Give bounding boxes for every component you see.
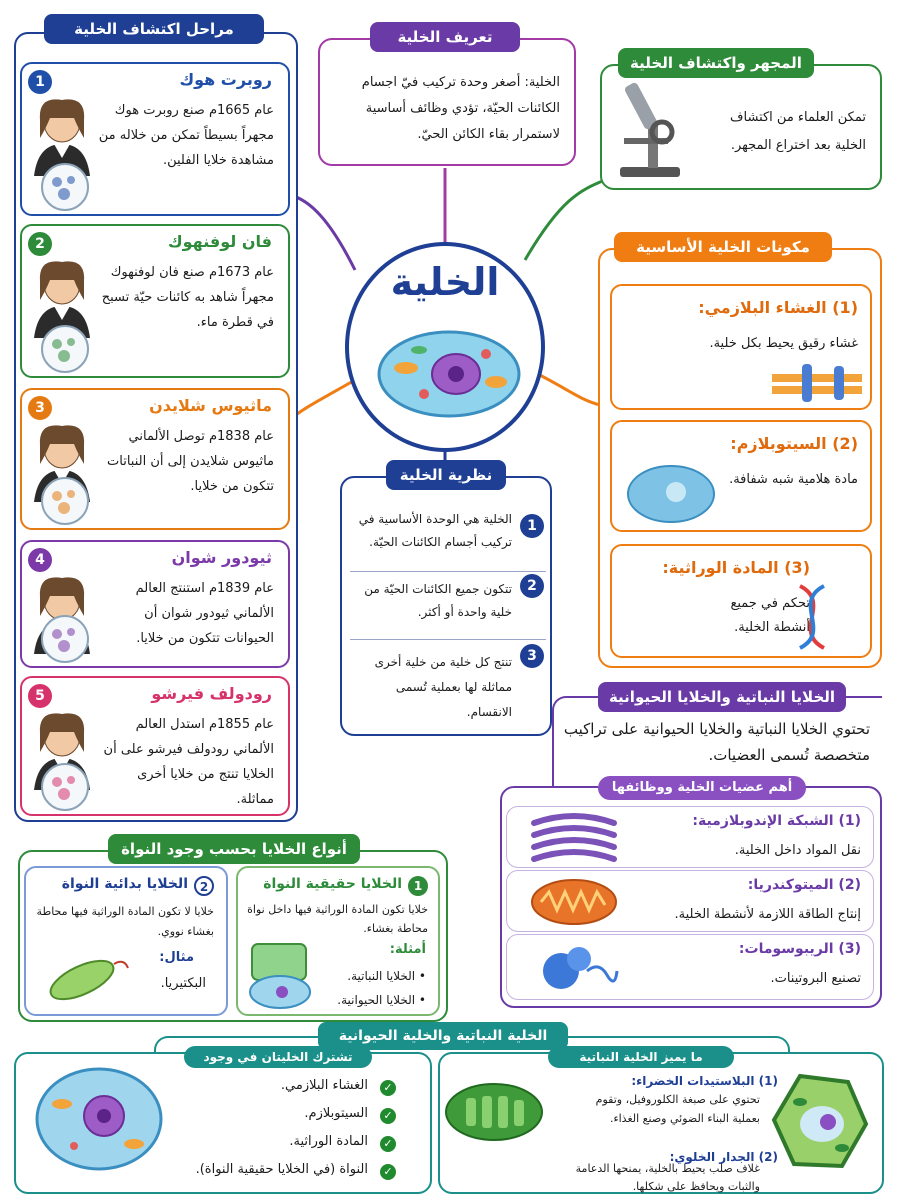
prokaryote-example: البكتيريا. — [160, 976, 206, 991]
plant-animal-text: تحتوي الخلايا النباتية والخلايا الحيوانية على تراكيب متخصصة تُسمى العضيات. — [563, 720, 870, 764]
component-card-cytoplasm — [610, 420, 872, 532]
microscope-text: تمكن العلماء من اكتشاف الخلية بعد اختراع المجهر. — [730, 110, 866, 153]
compare-title: الخلية النباتية والخلية الحيوانية — [318, 1022, 568, 1050]
component-text: غشاء رقيق يحيط بكل خلية. — [709, 336, 858, 351]
er-icon — [529, 811, 619, 865]
prokaryote-example-label: مثال: — [159, 950, 194, 965]
stage-scientist-name: ثيودور شوان — [171, 548, 272, 567]
bacteria-icon — [40, 950, 130, 1010]
stage-number: 2 — [28, 232, 52, 256]
theory-item — [350, 574, 546, 640]
shared-list — [146, 1076, 396, 1188]
discovery-stage-card — [20, 676, 290, 816]
prokaryote-number: 2 — [194, 876, 214, 896]
animal-cell-icon — [34, 1064, 164, 1174]
stage-text: عام 1855م استدل العالم الألماني رودولف فيرشو على أن الخلايا تنتج من خلايا أخرى مماثلة. — [103, 717, 274, 807]
theory-number: 3 — [520, 644, 544, 668]
plant-feature-text: تحتوي على صبغة الكلوروفيل، وتقوم بعملية البناء الضوئي وصنع الغذاء. — [595, 1093, 760, 1125]
center-title: الخلية — [390, 260, 500, 304]
stage-number: 4 — [28, 548, 52, 572]
organelle-text: إنتاج الطاقة اللازمة لأنشطة الخلية. — [674, 907, 861, 922]
specimen-illustration-icon — [40, 762, 90, 812]
chloroplast-icon — [444, 1082, 544, 1142]
cytoplasm-icon — [626, 464, 716, 524]
definition-text: الخلية: أصغر وحدة تركيب فيّ اجسام الكائنات الحيّة، تؤدي وظائف أساسية لاستمرار بقاء الكائن الحيّ. — [361, 75, 560, 142]
eukaryote-name: الخلايا حقيقية النواة — [263, 876, 402, 892]
specimen-illustration-icon — [40, 614, 90, 664]
organelle-name: (2) الميتوكندريا: — [747, 877, 861, 893]
plant-features-title: ما يميز الخلية النباتية — [548, 1046, 734, 1068]
shared-item: ✓ النواة (في الخلايا حقيقية النواة). — [146, 1160, 396, 1188]
plant-feature-name: (2) الجدار الخلوي: — [669, 1150, 778, 1164]
microscope-title: المجهر واكتشاف الخلية — [618, 48, 814, 78]
shared-item: ✓ المادة الوراثية. — [146, 1132, 396, 1160]
check-icon: ✓ — [380, 1136, 396, 1152]
stage-number: 3 — [28, 396, 52, 420]
check-icon: ✓ — [380, 1164, 396, 1180]
organelle-name: (3) الريبوسومات: — [738, 941, 861, 957]
mitochondria-icon — [529, 877, 619, 927]
specimen-illustration-icon — [40, 162, 90, 212]
microscope-icon — [610, 72, 690, 182]
stage-text: عام 1665م صنع روبرت هوك مجهراً بسيطاً تمكن من خلاله من مشاهدة خلايا الفلين. — [98, 103, 274, 168]
component-card-genetic — [610, 544, 872, 658]
theory-number: 2 — [520, 574, 544, 598]
components-title: مكونات الخلية الأساسية — [614, 232, 832, 262]
component-text: مادة هلامية شبه شفافة. — [729, 472, 858, 487]
eukaryote-card — [236, 866, 440, 1016]
types-title: أنواع الخلايا بحسب وجود النواة — [108, 834, 360, 864]
eukaryote-example: • الخلايا النباتية. • الخلايا الحيوانية. — [337, 969, 426, 1007]
stage-text: عام 1673م صنع فان لوفنهوك مجهراً شاهد به كائنات حيّة تسبح في قطرة ماء. — [101, 265, 274, 330]
shared-item: ✓ الغشاء البلازمي. — [146, 1076, 396, 1104]
theory-number: 1 — [520, 514, 544, 538]
organelle-card — [506, 870, 874, 932]
stage-scientist-name: رودولف فيرشو — [151, 684, 272, 703]
plant-feature-text: غلاف صلب يحيط بالخلية، يمنحها الدعامة والثبات ويحافظ على شكلها. — [575, 1162, 760, 1193]
organelle-card — [506, 806, 874, 868]
organelle-text: نقل المواد داخل الخلية. — [734, 843, 861, 858]
component-name: (1) الغشاء البلازمي: — [698, 298, 858, 317]
prokaryote-text: خلايا لا تكون المادة الوراثية فيها محاطة بغشاء نووي. — [36, 905, 214, 938]
stage-number: 5 — [28, 684, 52, 708]
component-name: (2) السيتوبلازم: — [730, 434, 858, 453]
stage-scientist-name: روبرت هوك — [179, 70, 272, 89]
plant-cell-icon — [770, 1072, 870, 1172]
plant-animal-title: الخلايا النباتية والخلايا الحيوانية — [598, 682, 846, 712]
eukaryote-number: 1 — [408, 876, 428, 896]
organelles-title: أهم عضيات الخلية ووظائفها — [598, 776, 806, 800]
theory-text: تنتج كل خلية من خلية أخرى مماثلة لها بعملية تُسمى الانقسام. — [374, 655, 512, 719]
stage-text: عام 1839م استنتج العالم الألماني ثيودور شوان أن الحيوانات تتكون من خلايا. — [135, 581, 274, 646]
animal-cell-illustration — [374, 324, 524, 424]
check-icon: ✓ — [380, 1080, 396, 1096]
dna-icon — [792, 582, 832, 652]
discovery-stage-card — [20, 224, 290, 378]
specimen-illustration-icon — [40, 476, 90, 526]
component-text: تحكم في جميع أنشطة الخلية. — [730, 596, 810, 635]
organelle-text: تصنيع البروتينات. — [770, 971, 861, 986]
prokaryote-name: الخلايا بدائية النواة — [61, 876, 188, 892]
theory-text: تتكون جميع الكائنات الحيّة من خلية واحدة أو أكثر. — [364, 582, 512, 619]
stage-scientist-name: ماثيوس شلايدن — [149, 396, 272, 415]
membrane-icon — [772, 364, 862, 404]
theory-text: الخلية هي الوحدة الأساسية في تركيب أجسام الكائنات الحيّة. — [358, 512, 512, 549]
organelle-name: (1) الشبكة الإندوبلازمية: — [692, 813, 861, 829]
plant-feature-name: (1) البلاستيدات الخضراء: — [631, 1074, 778, 1088]
check-icon: ✓ — [380, 1108, 396, 1124]
theory-item — [350, 644, 546, 728]
center-cell-circle — [345, 242, 545, 452]
discovery-stage-card — [20, 540, 290, 668]
stage-text: عام 1838م توصل الألماني ماثيوس شلايدن إلى أن النباتات تتكون من خلايا. — [107, 429, 274, 494]
cells-icon — [246, 940, 316, 1010]
shared-title: تشترك الخليتان في وجود — [184, 1046, 372, 1068]
theory-item — [350, 506, 546, 572]
stage-number: 1 — [28, 70, 52, 94]
definition-title: تعريف الخلية — [370, 22, 520, 52]
stage-scientist-name: فان لوفنهوك — [167, 232, 272, 251]
component-card-membrane — [610, 284, 872, 410]
discovery-stage-card — [20, 62, 290, 216]
component-name: (3) المادة الوراثية: — [662, 558, 810, 577]
discovery-title: مراحل اكتشاف الخلية — [44, 14, 264, 44]
microscope-panel — [600, 64, 882, 190]
definition-panel — [318, 38, 576, 166]
discovery-stage-card — [20, 388, 290, 530]
shared-item: ✓ السيتوبلازم. — [146, 1104, 396, 1132]
organelle-card — [506, 934, 874, 1000]
prokaryote-card — [24, 866, 228, 1016]
eukaryote-text: خلايا تكون المادة الوراثية فيها داخل نواة محاطة بغشاء. — [247, 903, 428, 935]
specimen-illustration-icon — [40, 324, 90, 374]
ribosome-icon — [529, 941, 619, 995]
theory-title: نظرية الخلية — [386, 460, 506, 490]
eukaryote-examples-label: أمثلة: — [389, 942, 426, 957]
